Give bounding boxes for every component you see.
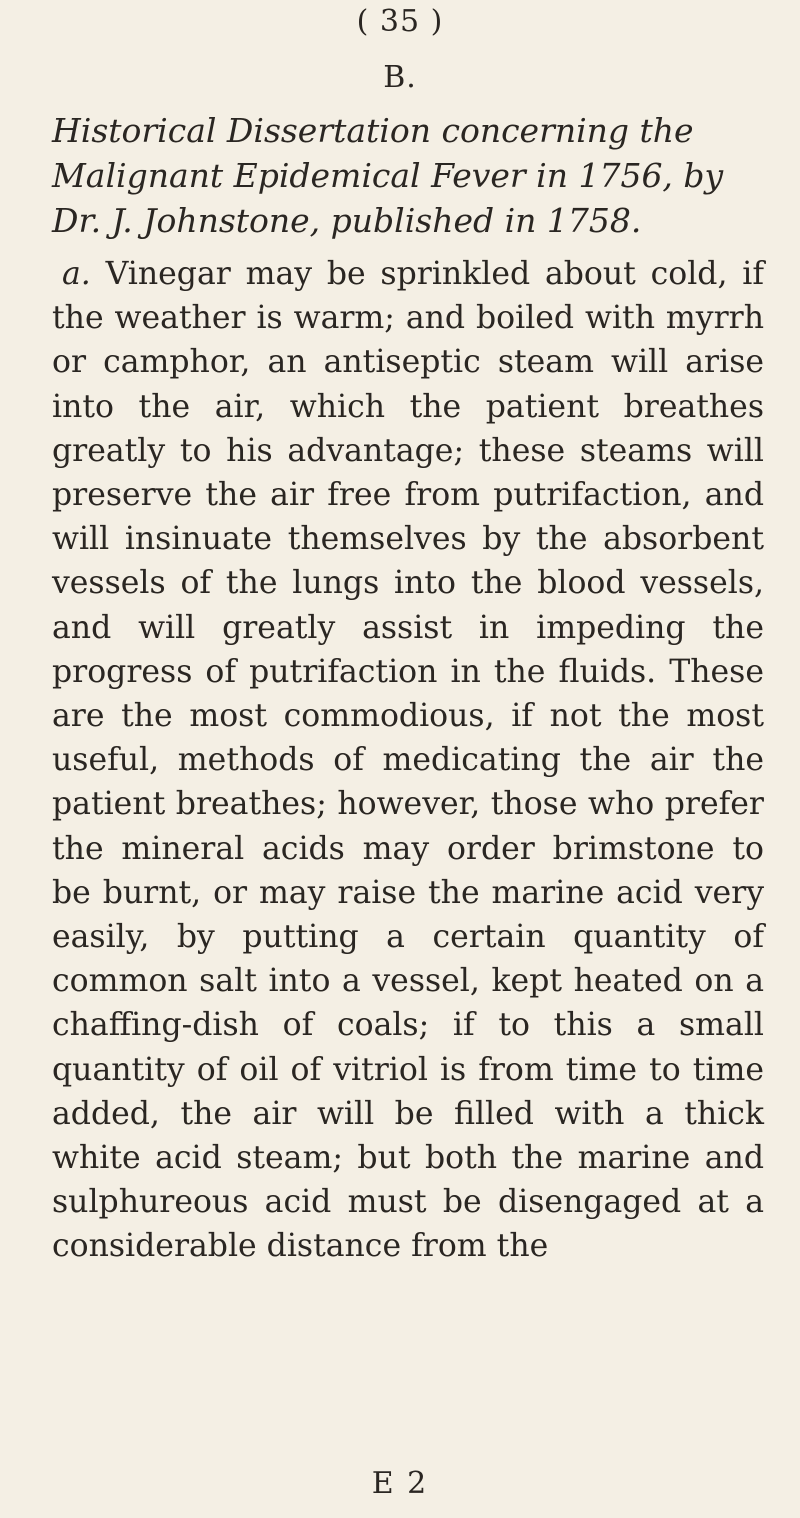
page-number: ( 35 ) — [356, 4, 444, 39]
paragraph-text: Vinegar may be sprinkled about cold, if the weather is warm; and boiled with myrrh or camphor, an antiseptic steam will arise into the air, which the patient breathes greatly to his advantage; these steams will preserve the air free from putrifaction, and will insinuate themselves by the absorbent vessels of the lungs into the blood vessels, and will greatly assist in impeding the progress of putrifaction in the fluids. These are the most commodious, if not the most useful, methods of medicating the air the patient breathes; however, those who prefer the mineral acids may order brimstone to be burnt, or may raise the marine acid very easily, by putting a certain quantity of common salt into a vessel, kept heated on a chaffing-dish of coals; if to this a small quantity of oil of vitriol is from time to time added, the air will be filled with a thick white acid steam; but both the marine and sulphureous acid must be disengaged at a considerable distance from the — [52, 256, 764, 1265]
signature-mark: E 2 — [371, 1466, 429, 1501]
body-paragraph — [52, 252, 764, 1269]
paragraph-marker: a. — [62, 256, 91, 292]
section-letter: B. — [383, 60, 417, 95]
section-heading: Historical Dissertation concerning the Malignant Epidemical Fever in 1756, by Dr. J. Johnstone, published in 1758. — [52, 111, 724, 240]
